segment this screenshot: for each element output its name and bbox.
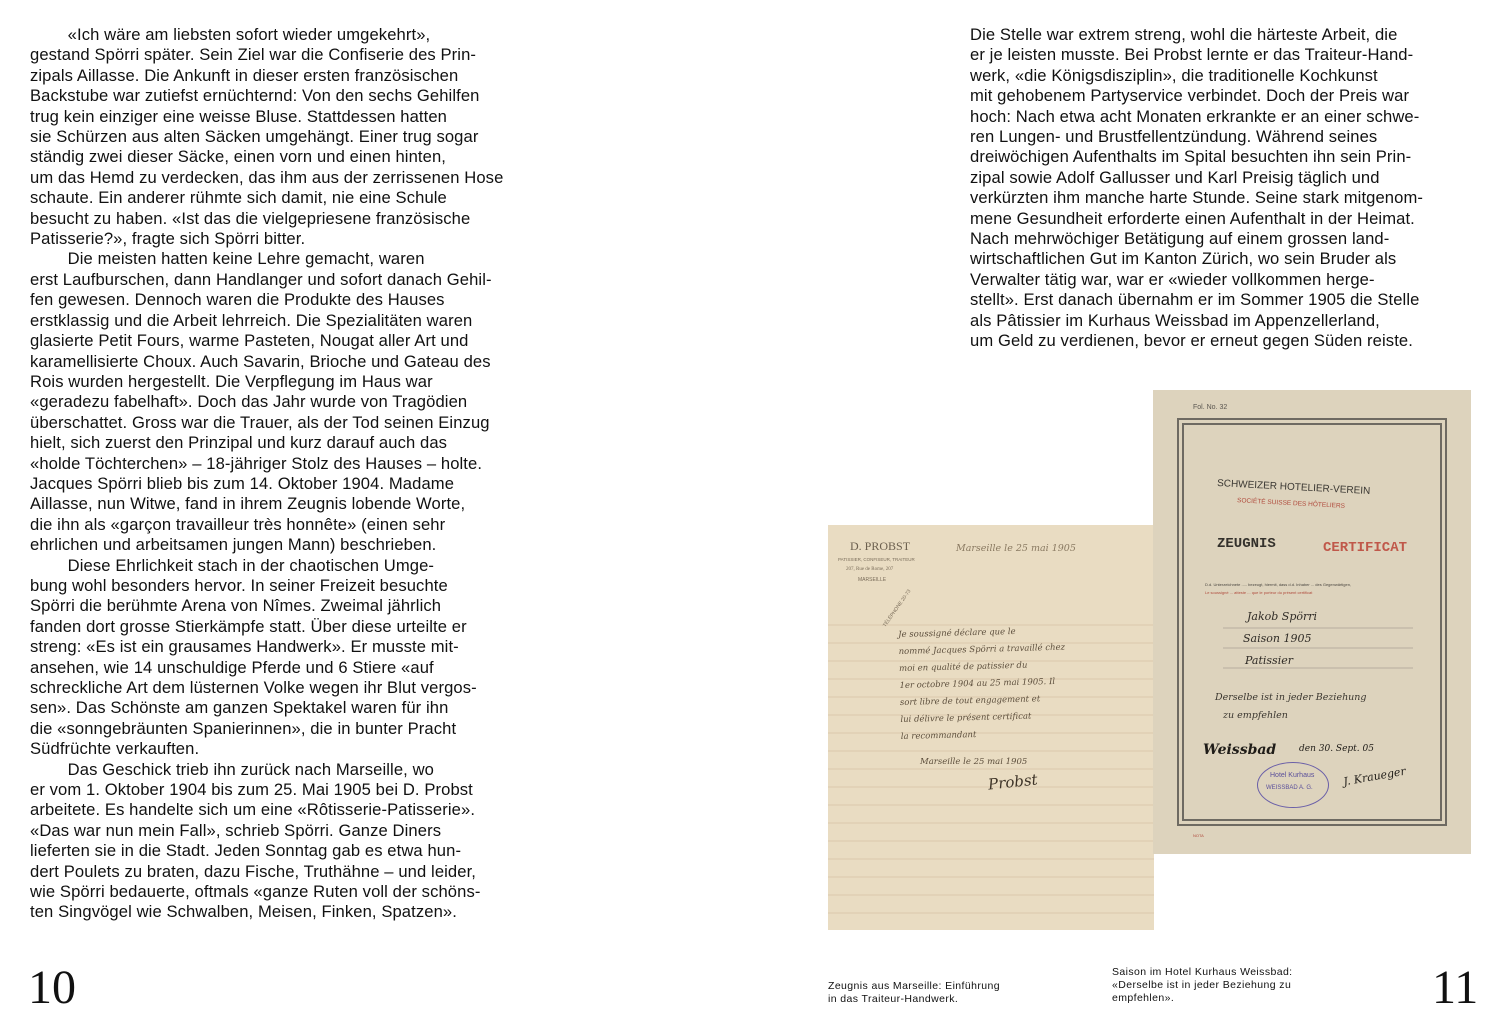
certificate-form-line-fr: Le soussigné ... atteste ... que le porteur du présent certificat [1205,590,1313,595]
body-line: karamellisierte Choux. Auch Savarin, Brioche und Gateau des [30,351,491,371]
body-line: zipal sowie Adolf Gallusser und Karl Preisig täglich und [970,167,1380,187]
body-line: sen». Das Schönste am ganzen Spektakel waren für ihn [30,698,449,718]
letter-body-line: lui délivre le présent certificat [900,711,1032,725]
body-line: schreckliche Art dem lüsternen Volke wegen ihr Blut vergos- [30,678,477,697]
body-line: ansehen, wie 14 unschuldige Pferde und 6 Stiere «auf [30,657,434,677]
body-line: ren Lungen- und Brustfellentzündung. Während seines [970,127,1378,147]
body-line: er je leisten musste. Bei Probst lernte er das Traiteur-Hand- [970,45,1414,65]
body-line: schaute. Ein anderer rühmte sich damit, nie eine Schule [30,188,447,208]
page-number-right: 11 [1432,961,1479,1014]
weissbad-certificate-image [1153,390,1471,854]
body-line: Rois wurden hergestellt. Die Verpflegung im Haus war [30,371,433,391]
body-line: um Geld zu verdienen, bevor er erneut gegen Süden reiste. [970,331,1413,351]
caption-weissbad: Saison im Hotel Kurhaus Weissbad: «Derselbe ist in jeder Beziehung zu empfehlen». [1112,966,1293,1004]
body-line: er vom 1. Oktober 1904 bis zum 25. Mai 1905 bei D. Probst [30,780,473,800]
caption-marseille: Zeugnis aus Marseille: Einführung in das Traiteur-Handwerk. [828,980,1000,1005]
certificate-name: Jakob Spörri [1247,610,1318,623]
body-line: ständig zwei dieser Säcke, einen vorn und einen hinten, [30,147,447,167]
body-line: sie Schürzen aus alten Säcken umgehängt. Einer trug sogar [30,127,479,147]
body-line: streng: «Es ist ein grausames Handwerk». Er musste mit- [30,637,459,657]
page-number-left: 10 [28,961,76,1014]
certificate-position: Patissier [1245,654,1293,667]
letterhead-address: 207, Rue de Rome, 207 [846,567,894,572]
body-line: erstklassig und die Arbeit lehrreich. Die Spezialitäten waren [30,310,473,330]
letter-date: Marseille le 25 mai 1905 [956,543,1076,554]
letter-closing: Marseille le 25 mai 1905 [920,757,1028,767]
body-line: «geradezu fabelhaft». Doch das Jahr wurde von Tragödien [30,392,468,412]
certificate-remark-line-1: Derselbe ist in jeder Beziehung [1215,692,1367,703]
body-line: überschattet. Gross war die Trauer, als der Tod seinen Einzug [30,412,490,432]
certificate-title-fr: CERTIFICAT [1323,540,1408,556]
certificate-form-line-de: D.d. Unterzeichnete ..... bezeugt, hiermit, dass d.d. Inhaber ... des Gegenwärtigen, [1205,582,1352,587]
letterhead-name: D. PROBST [850,539,911,553]
certificate-heading-fr: SOCIÉTÉ SUISSE DES HÔTELIERS [1236,497,1346,510]
body-line: mene Gesundheit erforderte einen Aufenthalt in der Heimat. [970,208,1415,228]
letter-body-line: nommé Jacques Spörri a travaillé chez [898,642,1066,657]
left-page-body [30,25,530,923]
letter-body-line: moi en qualité de patissier du [898,660,1028,674]
body-line: Verwalter tätig war, war er «wieder vollkommen herge- [970,269,1375,289]
body-line: lieferten sie in die Stadt. Jeden Sonntag gab es etwa hun- [30,841,462,861]
certificate-season: Saison 1905 [1243,632,1312,645]
letter-body-line: Je soussigné déclare que le [898,626,1016,640]
body-line: trug kein einziger eine weisse Bluse. Stattdessen hatten [30,106,447,126]
body-line: gestand Spörri später. Sein Ziel war die Confiserie des Prin- [30,45,477,65]
body-line: glasierte Petit Fours, warme Pasteten, Nougat aller Art und [30,331,469,351]
body-line: dreiwöchigen Aufenthalts im Spital besuchten ihn sein Prin- [970,147,1412,167]
body-line: Aillasse, nun Witwe, fand in ihrem Zeugnis lobende Worte, [30,494,466,514]
letter-body [898,623,1067,746]
letter-signature: Probst [987,770,1039,794]
body-line: die «sonngebräunten Spanierinnen», die in bunter Pracht [30,718,457,738]
body-line: Das Geschick trieb ihn zurück nach Marseille, wo [30,759,434,779]
certificate-remark-line-2: zu empfehlen [1223,710,1288,721]
letter-body-line: sort libre de tout engagement et [899,694,1041,708]
certificate-heading-de: SCHWEIZER HOTELIER-VEREIN [1216,477,1371,498]
body-line: wie Spörri bedauerte, oftmals «ganze Ruten voll der schöns- [30,882,481,902]
stamp-line-1: Hotel Kurhaus [1270,772,1315,779]
body-line: arbeitete. Es handelte sich um eine «Rôtisserie-Patisserie». [30,800,476,820]
letterhead-telephone: TÉLÉPHONE 20-73 [882,588,913,629]
body-line: Die meisten hatten keine Lehre gemacht, waren [30,249,425,269]
body-line: stellt». Erst danach übernahm er im Sommer 1905 die Stelle [970,290,1420,310]
body-line: ten Singvögel wie Schwalben, Meisen, Finken, Spatzen». [30,902,457,922]
body-line: Die Stelle war extrem streng, wohl die härteste Arbeit, die [970,25,1398,44]
certificate-stamp [1257,762,1329,808]
body-line: Spörri die berühmte Arena von Nîmes. Zweimal jährlich [30,596,442,616]
certificate-date: den 30. Sept. 05 [1299,744,1374,754]
marseille-letter-image [828,525,1154,930]
certificate-fol-number: Fol. No. 32 [1193,404,1228,411]
body-line: ehrlichen und arbeitsamen jungen Mann) beschrieben. [30,535,437,555]
body-line: Backstube war zutiefst ernüchternd: Von den sechs Gehilfen [30,86,480,106]
body-line: fanden dort grosse Stierkämpfe statt. Über diese urteilte er [30,616,467,636]
body-line: Patisserie?», fragte sich Spörri bitter. [30,229,306,249]
body-line: Nach mehrwöchiger Betätigung auf einem grossen land- [970,229,1390,249]
body-line: wirtschaftlichen Gut im Kanton Zürich, wo sein Bruder als [970,249,1397,269]
body-line: um das Hemd zu verdecken, das ihm aus der zerrissenen Hose [30,167,504,187]
body-line: verkürzten ihm manche harte Stunde. Seine stark mitgenom- [970,188,1424,208]
body-line: bung wohl besonders hervor. In seiner Freizeit besuchte [30,575,448,595]
certificate-footer-note: NOTA [1193,833,1204,838]
body-line: fen gewesen. Dennoch waren die Produkte des Hauses [30,290,445,310]
certificate-place: Weissbad [1203,742,1277,758]
body-line: erst Laufburschen, dann Handlanger und sofort danach Gehil- [30,269,492,289]
body-line: Südfrüchte verkauften. [30,739,200,759]
stamp-line-2: WEISSBAD A. G. [1266,785,1313,791]
certificate-signature: J. Kraueger [1342,764,1407,789]
body-line: besucht zu haben. «Ist das die vielgepriesene französische [30,208,471,228]
body-line: hoch: Nach etwa acht Monaten erkrankte er an einer schwe- [970,106,1420,126]
body-line: Jacques Spörri blieb bis zum 14. Oktober 1904. Madame [30,473,455,493]
body-line: die ihn als «garçon travailleur très honnête» (einen sehr [30,514,446,534]
body-line: dert Poulets zu braten, dazu Fische, Truthähne – und leider, [30,861,477,881]
body-line: «Das war nun mein Fall», schrieb Spörri. Ganze Diners [30,820,442,840]
body-line: «holde Töchterchen» – 18-jähriger Stolz des Hauses – holte. [30,453,483,473]
body-line: zipals Aillasse. Die Ankunft in dieser ersten französischen [30,65,459,85]
body-line: werk, «die Königsdisziplin», die traditionelle Kochkunst [970,65,1378,85]
body-line: «Ich wäre am liebsten sofort wieder umgekehrt», [30,25,431,44]
letterhead-subtitle: PATISSIER, CONFISEUR, TRAITEUR [838,557,915,562]
letter-body-line: 1er octobre 1904 au 25 mai 1905. Il [899,676,1056,691]
body-line: Diese Ehrlichkeit stach in der chaotischen Umge- [30,555,435,575]
certificate-title-de: ZEUGNIS [1217,536,1276,552]
body-line: hielt, sich zuerst den Prinzipal und kurz darauf auch das [30,433,448,453]
letter-body-line: la recommandant [900,729,977,742]
letterhead-city: MARSEILLE [858,577,887,583]
body-line: als Pâtissier im Kurhaus Weissbad im Appenzellerland, [970,310,1380,330]
right-page-body [970,25,1470,352]
body-line: mit gehobenem Partyservice verbindet. Doch der Preis war [970,86,1410,106]
